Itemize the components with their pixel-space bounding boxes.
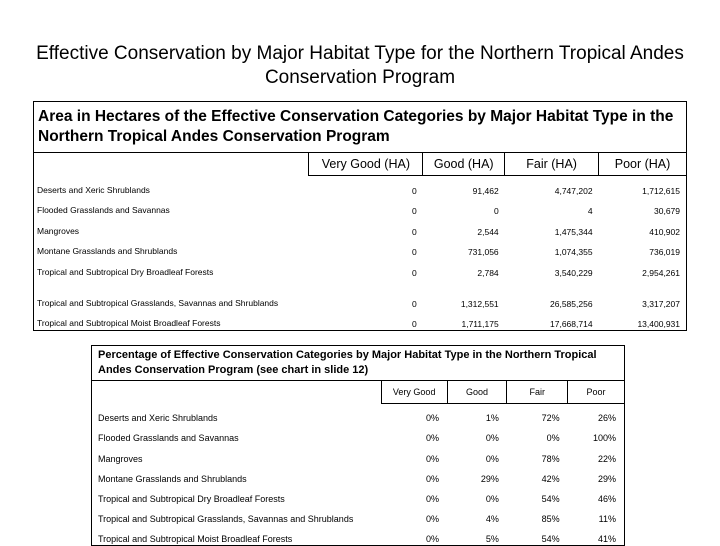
cell-value: 1,711,175 bbox=[461, 319, 499, 329]
cell-value: 26% bbox=[597, 413, 616, 424]
hectares-header-fair: Fair (HA) bbox=[505, 153, 599, 176]
row-label: Montane Grasslands and Shrublands bbox=[98, 473, 247, 484]
cell-value: 78% bbox=[541, 453, 560, 464]
table-row bbox=[34, 197, 687, 218]
cell-value: 1,712,615 bbox=[642, 185, 680, 196]
cell-value: 0 bbox=[412, 319, 417, 329]
cell-value: 22% bbox=[597, 453, 616, 464]
table-row bbox=[92, 505, 625, 525]
cell-value: 0% bbox=[426, 453, 440, 464]
cell-value: 0 bbox=[412, 267, 417, 278]
cell-value: 13,400,931 bbox=[637, 319, 680, 329]
cell-value: 736,019 bbox=[649, 247, 680, 257]
cell-value: 1,312,551 bbox=[460, 298, 499, 309]
cell-value: 4 bbox=[587, 206, 593, 216]
cell-value: 0 bbox=[412, 185, 417, 196]
table-row bbox=[92, 424, 625, 444]
cell-value: 41% bbox=[597, 534, 616, 545]
table-row bbox=[92, 465, 625, 485]
row-label: Deserts and Xeric Shrublands bbox=[37, 184, 150, 195]
row-label: Tropical and Subtropical Grasslands, Savannas and Shrublands bbox=[98, 514, 354, 525]
cell-value: 3,317,207 bbox=[642, 298, 680, 309]
cell-value: 85% bbox=[541, 514, 560, 525]
cell-value: 2,544 bbox=[477, 226, 499, 237]
row-label: Tropical and Subtropical Dry Broadleaf Forests bbox=[98, 493, 285, 504]
cell-value: 0 bbox=[493, 206, 499, 216]
table-row bbox=[34, 217, 687, 238]
table-row bbox=[92, 525, 625, 546]
cell-value: 0% bbox=[426, 433, 440, 444]
cell-value: 0% bbox=[485, 453, 499, 464]
row-label: Flooded Grasslands and Savannas bbox=[37, 205, 170, 215]
row-label: Tropical and Subtropical Grasslands, Savannas and Shrublands bbox=[37, 297, 279, 308]
cell-value: 0% bbox=[426, 413, 440, 424]
table-row bbox=[92, 485, 625, 505]
row-label: Deserts and Xeric Shrublands bbox=[98, 413, 218, 424]
cell-value: 42% bbox=[541, 473, 560, 484]
row-label: Tropical and Subtropical Moist Broadleaf Forests bbox=[98, 534, 293, 545]
cell-value: 2,784 bbox=[477, 267, 499, 278]
cell-value: 46% bbox=[597, 493, 616, 504]
table-row bbox=[92, 444, 625, 464]
cell-value: 26,585,256 bbox=[550, 298, 593, 309]
cell-value: 410,902 bbox=[649, 226, 680, 237]
cell-value: 0 bbox=[412, 206, 417, 216]
cell-value: 100% bbox=[592, 433, 616, 444]
table-row bbox=[34, 176, 687, 197]
cell-value: 1,475,344 bbox=[554, 226, 593, 237]
cell-value: 0% bbox=[426, 493, 440, 504]
row-label: Mangroves bbox=[37, 225, 80, 236]
cell-value: 30,679 bbox=[654, 206, 680, 216]
cell-value: 0 bbox=[412, 298, 417, 309]
cell-value: 4,747,202 bbox=[554, 185, 593, 196]
cell-value: 29% bbox=[480, 473, 499, 484]
cell-value: 17,668,714 bbox=[550, 319, 593, 329]
row-label: Mangroves bbox=[98, 453, 143, 464]
percentage-header-blank bbox=[92, 381, 382, 404]
row-label: Tropical and Subtropical Dry Broadleaf Forests bbox=[37, 266, 214, 277]
row-label: Tropical and Subtropical Moist Broadleaf Forests bbox=[37, 318, 221, 328]
cell-value: 1,074,355 bbox=[554, 247, 593, 257]
cell-value: 0% bbox=[426, 534, 440, 545]
hectares-header-good: Good (HA) bbox=[423, 153, 505, 176]
cell-value: 0% bbox=[426, 514, 440, 525]
percentage-header-good: Good bbox=[447, 381, 507, 404]
cell-value: 0% bbox=[546, 433, 560, 444]
row-label: Montane Grasslands and Shrublands bbox=[37, 246, 178, 256]
cell-value: 0 bbox=[412, 226, 417, 237]
cell-value: 0% bbox=[426, 473, 440, 484]
table-row bbox=[34, 258, 687, 279]
cell-value: 0% bbox=[485, 433, 499, 444]
percentage-table-caption: Percentage of Effective Conservation Categories by Major Habitat Type in the Northern Tropical Andes Conservation Program (see chart in slide 12) bbox=[92, 346, 625, 381]
cell-value: 731,056 bbox=[467, 247, 499, 257]
slide-title: Effective Conservation by Major Habitat Type for the Northern Tropical Andes Conservation Program bbox=[36, 43, 684, 88]
percentage-header-very-good: Very Good bbox=[381, 381, 447, 404]
hectares-table bbox=[33, 101, 687, 331]
cell-value: 0% bbox=[485, 493, 499, 504]
cell-value: 5% bbox=[485, 534, 499, 545]
percentage-header-poor: Poor bbox=[568, 381, 625, 404]
percentage-header-fair: Fair bbox=[507, 381, 568, 404]
cell-value: 4% bbox=[485, 514, 499, 525]
table-row bbox=[92, 404, 625, 425]
cell-value: 54% bbox=[541, 493, 560, 504]
table-row bbox=[34, 238, 687, 259]
hectares-header-very-good: Very Good (HA) bbox=[309, 153, 423, 176]
cell-value: 2,954,261 bbox=[642, 267, 680, 278]
hectares-header-blank bbox=[34, 153, 309, 176]
hectares-header-poor: Poor (HA) bbox=[599, 153, 687, 176]
cell-value: 29% bbox=[597, 473, 616, 484]
table-row bbox=[34, 310, 687, 331]
table-row bbox=[34, 279, 687, 310]
cell-value: 3,540,229 bbox=[554, 267, 593, 278]
cell-value: 11% bbox=[598, 514, 616, 525]
cell-value: 54% bbox=[541, 534, 560, 545]
cell-value: 72% bbox=[541, 413, 560, 424]
cell-value: 0 bbox=[412, 247, 417, 257]
hectares-table-caption: Area in Hectares of the Effective Conservation Categories by Major Habitat Type in the Northern Tropical Andes Conservation Program bbox=[34, 102, 687, 153]
cell-value: 1% bbox=[485, 413, 499, 424]
percentage-table bbox=[91, 345, 625, 546]
row-label: Flooded Grasslands and Savannas bbox=[98, 433, 239, 444]
cell-value: 91,462 bbox=[472, 185, 499, 196]
